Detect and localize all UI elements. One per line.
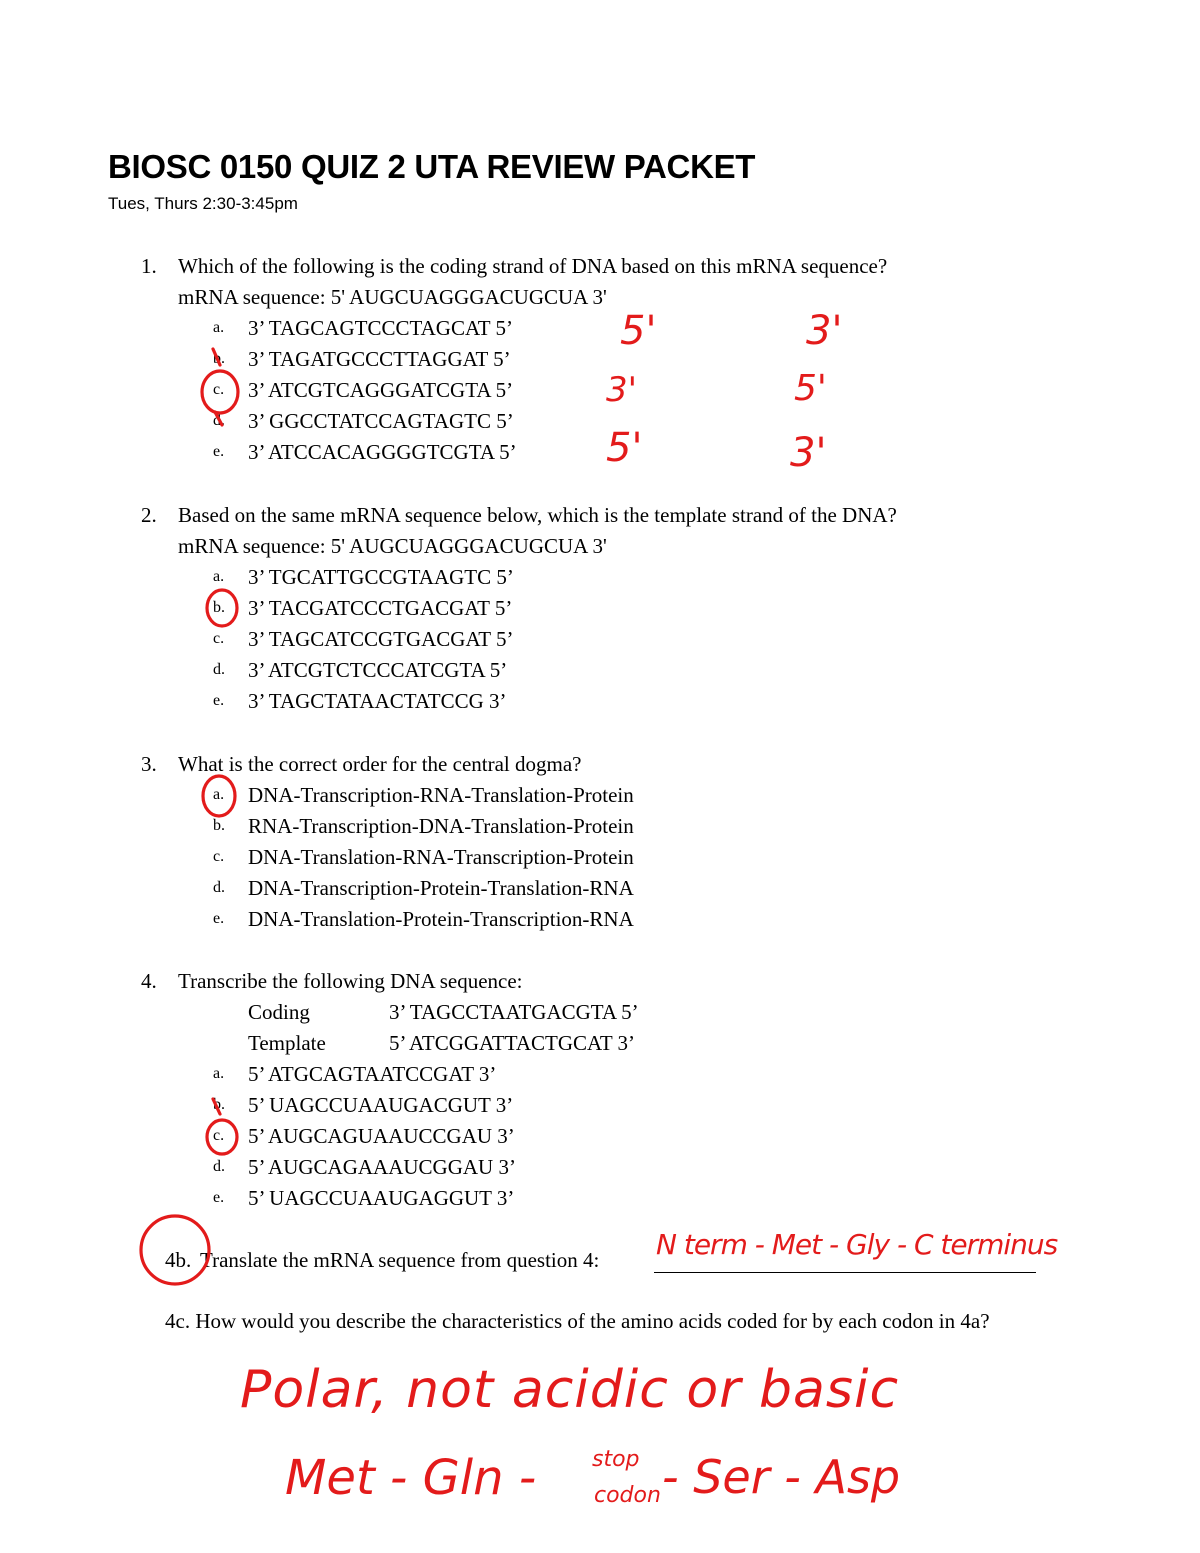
page-subtitle: Tues, Thurs 2:30-3:45pm xyxy=(108,194,298,213)
q1-option-e-letter: e. xyxy=(213,443,225,460)
question-3-text: What is the correct order for the central dogma? xyxy=(178,752,582,776)
q1-option-a: 3’ TAGCAGTCCCTAGCAT 5’ xyxy=(248,316,513,340)
handwritten-5prime-1: 5' xyxy=(620,308,657,354)
question-4-number: 4. xyxy=(141,969,157,993)
question-1-mrna: mRNA sequence: 5' AUGCUAGGGACUGCUA 3' xyxy=(178,285,607,309)
q2-option-b-letter: b. xyxy=(213,599,225,616)
q3-option-c: DNA-Translation-RNA-Transcription-Protein xyxy=(248,845,634,869)
q4-option-d-letter: d. xyxy=(213,1158,225,1175)
answer-blank-line xyxy=(654,1272,1036,1273)
handwritten-5prime-3: 5' xyxy=(794,368,827,409)
q1-option-c-letter: c. xyxy=(213,381,225,398)
q4-option-d: 5’ AUGCAGAAAUCGGAU 3’ xyxy=(248,1155,516,1179)
q3-option-b: RNA-Transcription-DNA-Translation-Protein xyxy=(248,814,634,838)
question-4b-text: Translate the mRNA sequence from question 4: xyxy=(200,1248,600,1272)
q3-option-a-letter: a. xyxy=(213,786,225,803)
q3-option-d: DNA-Transcription-Protein-Translation-RNA xyxy=(248,876,634,900)
q2-option-d-letter: d. xyxy=(213,661,225,678)
q4-option-c-letter: c. xyxy=(213,1127,225,1144)
handwritten-4c-line2-end: - Ser - Asp xyxy=(662,1450,901,1504)
q1-option-b-letter: b. xyxy=(213,350,225,367)
handwritten-3prime-1: 3' xyxy=(606,370,637,410)
handwritten-3prime-2: 3' xyxy=(806,308,843,354)
q1-option-b: 3’ TAGATGCCCTTAGGAT 5’ xyxy=(248,347,511,371)
question-4-text: Transcribe the following DNA sequence: xyxy=(178,969,523,993)
question-2-text: Based on the same mRNA sequence below, which is the template strand of the DNA? xyxy=(178,503,897,527)
question-4c-text: 4c. How would you describe the characteristics of the amino acids coded for by each codon in 4a? xyxy=(165,1309,990,1333)
q2-option-a: 3’ TGCATTGCCGTAAGTC 5’ xyxy=(248,565,514,589)
q2-option-e: 3’ TAGCTATAACTATCCG 3’ xyxy=(248,689,507,713)
handwritten-codon: codon xyxy=(594,1483,661,1508)
question-1-number: 1. xyxy=(141,254,157,278)
q4-option-b: 5’ UAGCCUAAUGACGUT 3’ xyxy=(248,1093,514,1117)
q3-option-b-letter: b. xyxy=(213,817,225,834)
handwritten-4c-line1: Polar, not acidic or basic xyxy=(240,1360,900,1420)
question-3-number: 3. xyxy=(141,752,157,776)
q1-option-d: 3’ GGCCTATCCAGTAGTC 5’ xyxy=(248,409,514,433)
template-strand-label: Template xyxy=(248,1031,326,1055)
q4-option-c: 5’ AUGCAGUAAUCCGAU 3’ xyxy=(248,1124,515,1148)
coding-strand-label: Coding xyxy=(248,1000,310,1024)
q4-option-b-letter: b. xyxy=(213,1096,225,1113)
question-1-text: Which of the following is the coding strand of DNA based on this mRNA sequence? xyxy=(178,254,888,278)
page-title: BIOSC 0150 QUIZ 2 UTA REVIEW PACKET xyxy=(108,148,756,185)
q1-option-c: 3’ ATCGTCAGGGATCGTA 5’ xyxy=(248,378,514,402)
q3-option-c-letter: c. xyxy=(213,848,225,865)
q4-option-a-letter: a. xyxy=(213,1065,225,1082)
q1-option-d-letter: d. xyxy=(213,412,225,429)
handwritten-stop: stop xyxy=(592,1447,640,1472)
handwritten-4c-line2-start: Met - Gln - xyxy=(285,1450,537,1506)
question-2-mrna: mRNA sequence: 5' AUGCUAGGGACUGCUA 3' xyxy=(178,534,607,558)
q2-option-d: 3’ ATCGTCTCCCATCGTA 5’ xyxy=(248,658,508,682)
question-2-number: 2. xyxy=(141,503,157,527)
q3-option-e: DNA-Translation-Protein-Transcription-RNA xyxy=(248,907,634,931)
q3-option-a: DNA-Transcription-RNA-Translation-Protein xyxy=(248,783,634,807)
handwritten-4b-answer: N term - Met - Gly - C terminus xyxy=(656,1228,1058,1261)
q2-option-c-letter: c. xyxy=(213,630,225,647)
q3-option-e-letter: e. xyxy=(213,910,225,927)
q2-option-c: 3’ TAGCATCCGTGACGAT 5’ xyxy=(248,627,514,651)
q4-option-e-letter: e. xyxy=(213,1189,225,1206)
template-strand-sequence: 5’ ATCGGATTACTGCAT 3’ xyxy=(389,1031,636,1055)
handwritten-5prime-2: 5' xyxy=(606,425,643,471)
q4-option-a: 5’ ATGCAGTAATCCGAT 3’ xyxy=(248,1062,497,1086)
q2-option-b: 3’ TACGATCCCTGACGAT 5’ xyxy=(248,596,513,620)
q2-option-a-letter: a. xyxy=(213,568,225,585)
q3-option-d-letter: d. xyxy=(213,879,225,896)
q4-option-e: 5’ UAGCCUAAUGAGGUT 3’ xyxy=(248,1186,515,1210)
handwritten-3prime-3: 3' xyxy=(790,430,827,476)
question-4b-label: 4b. xyxy=(165,1248,192,1272)
q1-option-a-letter: a. xyxy=(213,319,225,336)
q1-option-e: 3’ ATCCACAGGGGTCGTA 5’ xyxy=(248,440,517,464)
coding-strand-sequence: 3’ TAGCCTAATGACGTA 5’ xyxy=(389,1000,639,1024)
q2-option-e-letter: e. xyxy=(213,692,225,709)
